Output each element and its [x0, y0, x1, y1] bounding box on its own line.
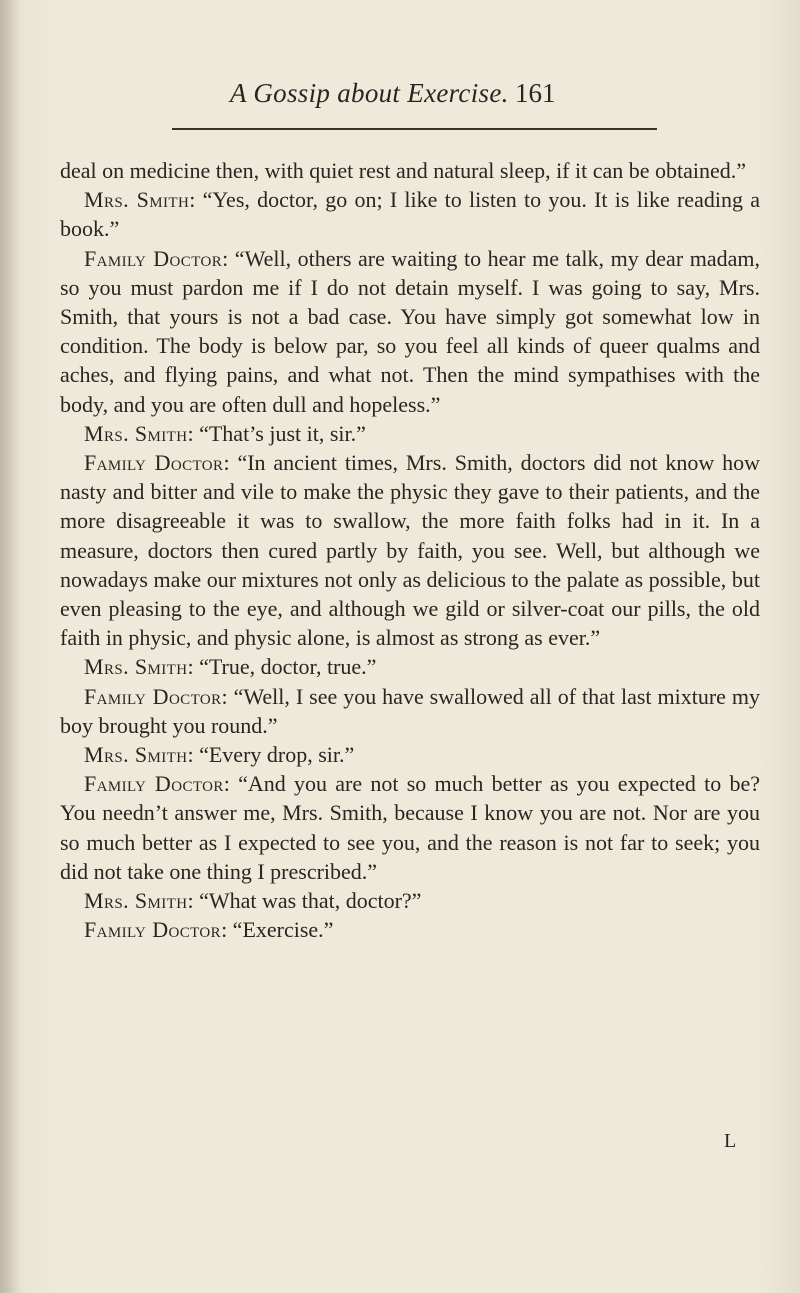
body-text — [60, 156, 760, 944]
paragraph-text: : “Yes, doctor, go on; I like to listen to you. It is like reading a book.” — [60, 187, 760, 242]
paragraph-text: : “And you are not so much better as you expected to be? You needn’t answer me, Mrs. Smith, because I know you are not. Nor are you so much better as I expected to see you, and the reason is not far to seek; you did not take one thing I prescribed.” — [60, 771, 760, 884]
paragraph-text: : “In ancient times, Mrs. Smith, doctors did not know how nasty and bitter and vile to make the physic they gave to their patients, and the more disagreeable it was to swallow, the more faith folks had in it. In a measure, doctors then cured partly by faith, you see. Well, but although we nowadays make our mixtures not only as delicious to the palate as possible, but even pleasing to the eye, and although we gild or silver-coat our pills, the old faith in physic, and physic alone, is almost as strong as ever.” — [60, 450, 760, 651]
paragraph — [60, 185, 760, 243]
speaker-name: Mrs. Smith — [84, 654, 188, 680]
signature-mark: L — [724, 1130, 737, 1152]
paragraph-text: : “True, doctor, true.” — [187, 654, 377, 680]
paragraph — [60, 244, 760, 419]
paragraph — [60, 156, 760, 185]
paragraph — [60, 740, 760, 769]
page-header — [60, 78, 760, 130]
speaker-name: Family Doctor — [84, 450, 224, 476]
paragraph-text: : “Every drop, sir.” — [187, 742, 355, 768]
paragraph-text: : “Exercise.” — [221, 917, 334, 943]
header-rule — [172, 128, 657, 130]
paragraph — [60, 915, 760, 944]
page-gutter-shadow — [0, 0, 22, 1293]
paragraph — [60, 769, 760, 886]
paragraph-text: deal on medicine then, with quiet rest and natural sleep, if it can be obtained.” — [60, 158, 747, 183]
paragraph — [60, 448, 760, 652]
speaker-name: Family Doctor — [84, 771, 224, 797]
paragraph — [60, 652, 760, 681]
speaker-name: Family Doctor — [84, 245, 223, 271]
speaker-name: Mrs. Smith — [84, 187, 190, 213]
paragraph-text: : “That’s just it, sir.” — [187, 420, 366, 446]
page-number: 161 — [515, 78, 556, 108]
speaker-name: Mrs. Smith — [84, 742, 188, 768]
paragraph — [60, 419, 760, 448]
speaker-name: Family Doctor — [84, 917, 222, 943]
paragraph-text: : “Well, I see you have swallowed all of that last mixture my boy brought you round.” — [60, 683, 760, 738]
speaker-name: Mrs. Smith — [84, 888, 188, 914]
running-title: A Gossip about Exercise. — [230, 78, 509, 108]
speaker-name: Family Doctor — [84, 683, 222, 709]
paragraph — [60, 682, 760, 740]
speaker-name: Mrs. Smith — [84, 420, 188, 446]
paragraph-text: : “What was that, doctor?” — [187, 888, 422, 914]
paragraph — [60, 886, 760, 915]
paragraph-text: : “Well, others are waiting to hear me talk, my dear madam, so you must pardon me if I do not detain myself. I was going to say, Mrs. Smith, that yours is not a bad case. You have simply got somewhat low in condition. The body is below par, so you feel all kinds of queer qualms and aches, and flying pains, and what not. Then the mind sympathises with the body, and you are often dull and hopeless.” — [60, 245, 760, 417]
